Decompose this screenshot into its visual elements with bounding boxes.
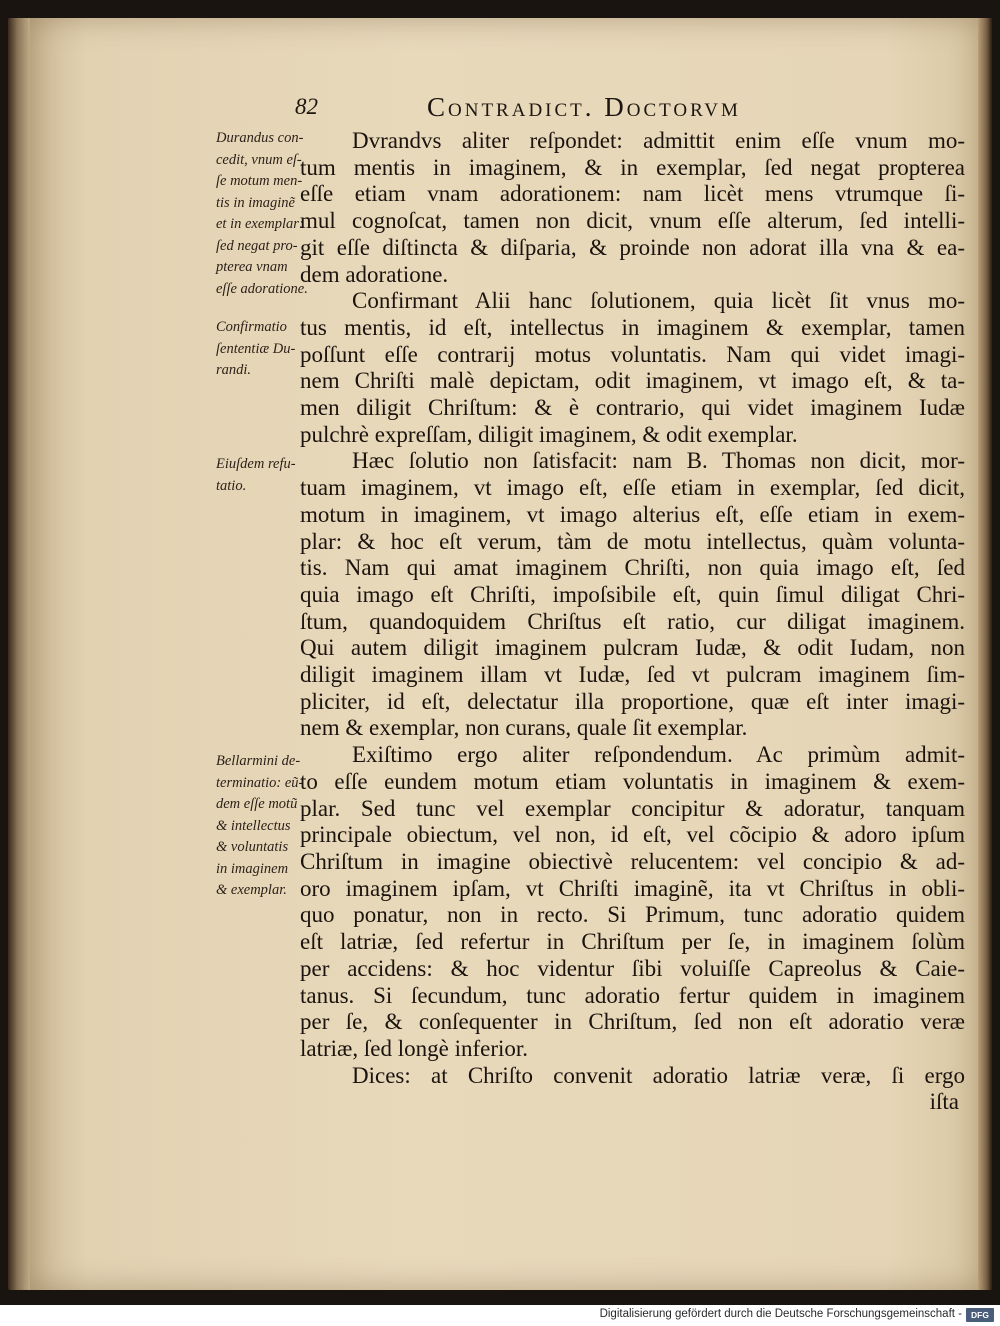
margin-note-line: et in exemplar:	[216, 216, 304, 232]
margin-note-line: tatio.	[216, 477, 247, 494]
margin-note-line: in imaginem	[216, 860, 289, 877]
margin-note-line: & intellectus	[216, 817, 291, 834]
text-line: per ſe, & conſequenter in Chriſtum, ſed non eſt adoratio veræ	[300, 1009, 965, 1035]
catchword: iſta	[929, 1089, 959, 1115]
margin-note-line: ſe motum men-	[216, 173, 303, 189]
margin-note-line: Durandus con-	[216, 130, 304, 146]
text-line: to eſſe eundem motum etiam voluntatis in imaginem & exem-	[300, 768, 965, 794]
digitization-footer	[0, 1305, 1000, 1326]
text-line: principale obiectum, vel non, id eſt, vel cõcipio & adoro ipſum	[300, 822, 965, 848]
margin-note-line: terminatio: eũ-	[216, 774, 304, 791]
book-spine	[8, 18, 32, 1290]
text-line: nem Chriſti malè depictam, odit imaginem, vt imago eſt, & ta-	[300, 368, 965, 394]
text-line: tus mentis, id eſt, intellectus in imaginem & exemplar, tamen	[300, 314, 965, 340]
dfg-logo-icon: DFG	[966, 1308, 994, 1322]
margin-note-line: & voluntatis	[216, 839, 289, 855]
margin-note-line: dem eſſe motũ	[216, 796, 298, 812]
text-line: motum in imaginem, vt imago alterius eſt, eſſe etiam in exem-	[300, 501, 965, 527]
text-line: plar. Sed tunc vel exemplar concipitur & adoratur, tanquam	[300, 795, 965, 821]
text-line: Qui autem diligit imaginem pulcram Iudæ, & odit Iudam, non	[300, 635, 965, 661]
margin-note-line: Eiuſdem refu-	[216, 456, 296, 472]
text-line: eſt latriæ, ſed refertur in Chriſtum per ſe, in imaginem ſolùm	[300, 929, 965, 955]
running-title: Contradict. Doctorvm	[427, 92, 741, 122]
margin-note-line: ſententiæ Du-	[216, 340, 296, 357]
text-line: tis. Nam qui amat imaginem Chriſti, non quia imago eſt, ſed	[300, 555, 965, 581]
text-line: Exiſtimo ergo aliter reſpondendum. Ac primùm admit-	[352, 742, 965, 768]
margin-note-line: Confirmatio	[216, 319, 287, 335]
text-line: dem adoratione.	[300, 261, 449, 287]
text-line: Chriſtum in imagine obiectivè relucentem: vel concipio & ad-	[300, 848, 965, 874]
text-line: quo ponatur, non in recto. Si Primum, tunc adoratio quidem	[300, 902, 965, 928]
text-line: men diligit Chriſtum: & è contrario, qui videt imaginem Iudæ	[300, 395, 965, 421]
page-edge	[978, 18, 992, 1290]
text-line: plar: & hoc eſt verum, tàm de motu intellectus, quàm volunta-	[300, 528, 965, 554]
text-line: mul cognoſcat, tamen non dicit, vnum eſſe alterum, ſed intelli-	[300, 208, 965, 234]
margin-note-line: cedit, vnum eſ-	[216, 151, 302, 168]
text-line: pliciter, id eſt, delectatur illa proportione, quæ eſt inter imagi-	[300, 688, 965, 714]
footer-credit: Digitalisierung gefördert durch die Deutsche Forschungsgemeinschaft -	[599, 1308, 962, 1320]
text-line: nem & exemplar, non curans, quale ſit exemplar.	[300, 715, 748, 741]
text-line: Dvrandvs aliter reſpondet: admittit enim eſſe vnum mo-	[352, 128, 965, 153]
margin-note-line: ſed negat pro-	[216, 237, 298, 254]
body-text	[300, 128, 965, 1116]
margin-note-line: Bellarmini de-	[216, 753, 301, 769]
text-line: Dices: at Chriſto convenit adoratio latriæ veræ, ſi ergo	[352, 1062, 965, 1088]
margin-note-line: & exemplar.	[216, 882, 287, 898]
text-line: git eſſe diſtincta & diſparia, & proinde non adorat illa vna & ea-	[300, 234, 965, 260]
margin-note-line: eſſe adoratione.	[216, 280, 308, 297]
text-line: Hæc ſolutio non ſatisfacit: nam B. Thomas non dicit, mor-	[352, 448, 965, 474]
text-line: tum mentis in imaginem, & in exemplar, ſed negat propterea	[300, 154, 965, 180]
running-header	[295, 92, 855, 126]
text-line: per accidens: & hoc videntur ſibi voluiſſe Capreolus & Caie-	[300, 955, 965, 981]
margin-note-line: tis in imaginẽ	[216, 194, 295, 211]
text-line: quia imago eſt Chriſti, impoſsibile eſt, quin ſimul diligat Chri-	[300, 581, 965, 607]
margin-note-line: randi.	[216, 362, 252, 378]
text-line: tanus. Si ſecundum, tunc adoratio fertur quidem in imaginem	[300, 982, 965, 1008]
text-line: tuam imaginem, vt imago eſt, eſſe etiam in exemplar, ſed dicit,	[300, 475, 965, 501]
text-line: pulchrè expreſſam, diligit imaginem, & odit exemplar.	[300, 421, 798, 447]
page-number: 82	[295, 94, 318, 119]
text-line: poſſunt eſſe contrarij motus voluntatis. Nam qui videt imagi-	[300, 341, 965, 367]
text-line: diligit imaginem illam vt Iudæ, ſed vt pulcram imaginem ſim-	[300, 662, 965, 688]
text-line: Confirmant Alii hanc ſolutionem, quia licèt ſit vnus mo-	[352, 288, 965, 314]
margin-note-line: pterea vnam	[216, 259, 288, 275]
text-line: eſſe etiam vnam adorationem: nam licèt mens vtrumque ſi-	[300, 181, 965, 207]
text-line: latriæ, ſed longè inferior.	[300, 1035, 529, 1061]
text-line: ſtum, quandoquidem Chriſtus eſt ratio, cur diligat imaginem.	[300, 608, 965, 634]
text-line: oro imaginem ipſam, vt Chriſti imaginẽ, ita vt Chriſtus in obli-	[300, 875, 965, 901]
